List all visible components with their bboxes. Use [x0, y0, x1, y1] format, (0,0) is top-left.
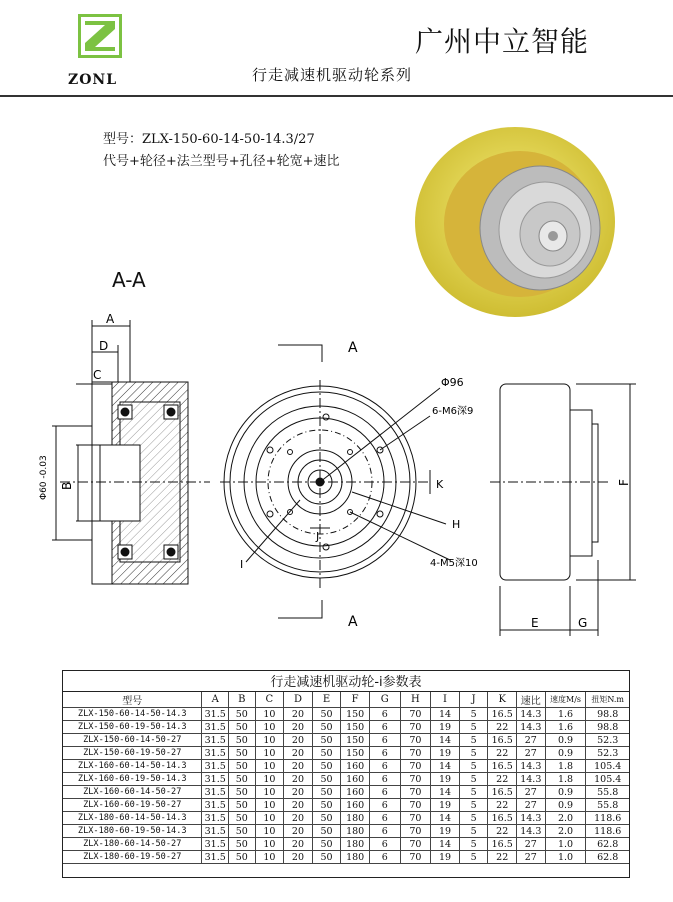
table-cell: 14.3	[517, 708, 546, 721]
table-cell: 6	[369, 825, 400, 838]
table-cell: 22	[488, 799, 517, 812]
table-cell: 50	[229, 760, 256, 773]
table-cell: 20	[284, 773, 313, 786]
table-row	[63, 838, 629, 851]
table-cell: 70	[400, 851, 431, 864]
table-cell: 0.9	[545, 799, 586, 812]
front-view	[220, 345, 450, 618]
table-cell: 70	[400, 799, 431, 812]
model-code-legend: 代号+轮径+法兰型号+孔径+轮宽+速比	[103, 154, 340, 169]
table-cell: 50	[229, 825, 256, 838]
table-cell: 10	[255, 721, 284, 734]
table-cell: ZLX-150-60-19-50-27	[63, 747, 202, 760]
table-cell: 20	[284, 838, 313, 851]
table-header-cell: I	[431, 692, 460, 708]
table-cell: 70	[400, 786, 431, 799]
table-header-cell: K	[488, 692, 517, 708]
table-cell: 20	[284, 799, 313, 812]
table-cell: 105.4	[586, 760, 629, 773]
table-cell: 0.9	[545, 747, 586, 760]
table-cell: 6	[369, 799, 400, 812]
table-cell: 70	[400, 721, 431, 734]
dim-a-label: A	[106, 312, 115, 326]
table-header-cell: A	[202, 692, 229, 708]
table-cell: 16.5	[488, 812, 517, 825]
table-cell: 118.6	[586, 812, 629, 825]
table-cell: 19	[431, 799, 460, 812]
dim-shaft-label: Φ60 -0.03	[39, 455, 49, 500]
table-cell: 31.5	[202, 825, 229, 838]
table-cell: 0.9	[545, 734, 586, 747]
dim-j-label: J	[316, 530, 320, 543]
table-cell: 6	[369, 708, 400, 721]
table-cell: 50	[229, 747, 256, 760]
table-cell: 22	[488, 747, 517, 760]
table-cell: 50	[312, 799, 341, 812]
table-cell: 180	[341, 851, 370, 864]
table-cell: 70	[400, 825, 431, 838]
table-cell: 5	[459, 734, 488, 747]
section-label: A-A	[112, 268, 146, 292]
table-cell: 31.5	[202, 760, 229, 773]
table-cell: 10	[255, 747, 284, 760]
table-cell: 70	[400, 838, 431, 851]
table-cell: 160	[341, 786, 370, 799]
table-cell: 20	[284, 708, 313, 721]
table-cell: ZLX-150-60-14-50-27	[63, 734, 202, 747]
side-view	[490, 384, 636, 636]
table-cell: 22	[488, 851, 517, 864]
table-cell: 31.5	[202, 721, 229, 734]
table-cell: ZLX-160-60-14-50-27	[63, 786, 202, 799]
table-cell: 20	[284, 825, 313, 838]
table-row	[63, 786, 629, 799]
table-cell: 52.3	[586, 747, 629, 760]
table-cell: 10	[255, 734, 284, 747]
table-cell: 55.8	[586, 799, 629, 812]
table-cell: 10	[255, 799, 284, 812]
table-header-cell: 扭矩N.m	[586, 692, 629, 708]
table-cell: 22	[488, 825, 517, 838]
table-cell: 180	[341, 812, 370, 825]
table-cell: 10	[255, 786, 284, 799]
table-cell: 14	[431, 786, 460, 799]
table-cell: 1.6	[545, 721, 586, 734]
table-row	[63, 734, 629, 747]
table-cell: 16.5	[488, 760, 517, 773]
table-header-cell: H	[400, 692, 431, 708]
table-cell: ZLX-180-60-19-50-14.3	[63, 825, 202, 838]
wheel-3d-render	[415, 127, 615, 317]
logo-z-mark	[78, 14, 122, 58]
table-cell: ZLX-160-60-19-50-27	[63, 799, 202, 812]
table-cell: 22	[488, 721, 517, 734]
table-cell: 98.8	[586, 721, 629, 734]
table-cell: 20	[284, 721, 313, 734]
table-cell: 6	[369, 760, 400, 773]
table-cell: 50	[229, 721, 256, 734]
table-cell: 10	[255, 708, 284, 721]
dim-g-label: G	[578, 616, 588, 630]
section-arrow-label-top: A	[348, 340, 358, 356]
table-cell: 50	[229, 773, 256, 786]
table-row	[63, 747, 629, 760]
table-cell: 5	[459, 747, 488, 760]
table-cell: 27	[517, 851, 546, 864]
table-cell: 70	[400, 708, 431, 721]
table-cell: 10	[255, 773, 284, 786]
table-cell: 50	[229, 708, 256, 721]
dim-dia96-label: Φ96	[441, 376, 464, 389]
table-cell: 5	[459, 812, 488, 825]
table-cell: 50	[312, 760, 341, 773]
table-cell: 14.3	[517, 825, 546, 838]
table-cell: 16.5	[488, 786, 517, 799]
dim-h-label: H	[452, 518, 461, 531]
table-cell: 2.0	[545, 825, 586, 838]
table-cell: 98.8	[586, 708, 629, 721]
table-row	[63, 825, 629, 838]
table-cell: 62.8	[586, 838, 629, 851]
table-cell: ZLX-180-60-14-50-27	[63, 838, 202, 851]
table-cell: 10	[255, 838, 284, 851]
table-row	[63, 812, 629, 825]
table-cell: 50	[312, 721, 341, 734]
table-cell: 5	[459, 721, 488, 734]
parameter-table	[62, 670, 630, 878]
table-cell: 50	[312, 838, 341, 851]
table-cell: 160	[341, 799, 370, 812]
table-cell: 27	[517, 786, 546, 799]
table-cell: 31.5	[202, 708, 229, 721]
table-cell: 31.5	[202, 812, 229, 825]
dim-b-label: B	[60, 481, 74, 490]
table-cell: 31.5	[202, 734, 229, 747]
table-cell: 6	[369, 851, 400, 864]
parameter-table-grid	[63, 692, 629, 864]
table-cell: 14	[431, 734, 460, 747]
table-cell: 16.5	[488, 838, 517, 851]
table-cell: 10	[255, 760, 284, 773]
dim-e-label: E	[531, 616, 539, 630]
table-cell: 1.6	[545, 708, 586, 721]
table-cell: 180	[341, 825, 370, 838]
table-cell: 6	[369, 721, 400, 734]
table-header-cell: F	[341, 692, 370, 708]
table-cell: 118.6	[586, 825, 629, 838]
table-cell: 20	[284, 760, 313, 773]
table-cell: 0.9	[545, 786, 586, 799]
table-cell: 55.8	[586, 786, 629, 799]
table-header-cell: 型号	[63, 692, 202, 708]
table-header-cell: C	[255, 692, 284, 708]
table-row	[63, 773, 629, 786]
table-cell: 50	[229, 799, 256, 812]
table-cell: 27	[517, 838, 546, 851]
table-cell: 6	[369, 747, 400, 760]
table-cell: 50	[312, 747, 341, 760]
table-cell: 50	[312, 851, 341, 864]
table-header-cell: G	[369, 692, 400, 708]
table-header-cell: E	[312, 692, 341, 708]
table-cell: 14	[431, 708, 460, 721]
table-cell: 19	[431, 773, 460, 786]
table-cell: 5	[459, 838, 488, 851]
table-cell: 150	[341, 734, 370, 747]
dim-f-label: F	[617, 479, 631, 486]
table-cell: 20	[284, 786, 313, 799]
table-cell: 50	[229, 734, 256, 747]
table-cell: 5	[459, 851, 488, 864]
table-row	[63, 799, 629, 812]
table-cell: 19	[431, 721, 460, 734]
table-cell: ZLX-180-60-14-50-14.3	[63, 812, 202, 825]
table-header-cell: D	[284, 692, 313, 708]
table-cell: 31.5	[202, 851, 229, 864]
table-cell: 160	[341, 760, 370, 773]
table-cell: 5	[459, 786, 488, 799]
logo-text: ZONL	[68, 72, 118, 88]
table-header-cell: 速比	[517, 692, 546, 708]
table-cell: 10	[255, 851, 284, 864]
series-title: 行走减速机驱动轮系列	[252, 66, 413, 84]
table-cell: 6	[369, 734, 400, 747]
dim-k-label: K	[436, 478, 444, 491]
table-cell: 14	[431, 760, 460, 773]
table-cell: 27	[517, 747, 546, 760]
table-cell: 70	[400, 760, 431, 773]
table-cell: 31.5	[202, 747, 229, 760]
table-cell: 180	[341, 838, 370, 851]
table-cell: 10	[255, 812, 284, 825]
dim-i-label: I	[240, 558, 244, 571]
table-cell: 52.3	[586, 734, 629, 747]
table-cell: 19	[431, 825, 460, 838]
table-cell: 16.5	[488, 708, 517, 721]
table-cell: 20	[284, 812, 313, 825]
table-cell: 19	[431, 851, 460, 864]
table-row	[63, 760, 629, 773]
technical-drawing	[0, 100, 673, 640]
table-cell: 70	[400, 747, 431, 760]
header-divider	[0, 95, 673, 97]
table-cell: 50	[312, 786, 341, 799]
table-cell: 31.5	[202, 786, 229, 799]
table-cell: 70	[400, 734, 431, 747]
table-cell: 6	[369, 838, 400, 851]
table-cell: 1.8	[545, 773, 586, 786]
company-name: 广州中立智能	[414, 25, 589, 58]
table-cell: 5	[459, 760, 488, 773]
table-cell: 50	[312, 825, 341, 838]
table-cell: 5	[459, 708, 488, 721]
table-cell: 6	[369, 812, 400, 825]
table-cell: 1.0	[545, 838, 586, 851]
table-header-cell: B	[229, 692, 256, 708]
table-cell: ZLX-150-60-19-50-14.3	[63, 721, 202, 734]
table-cell: 70	[400, 812, 431, 825]
table-cell: 50	[229, 851, 256, 864]
table-cell: 50	[312, 708, 341, 721]
table-cell: 14.3	[517, 721, 546, 734]
table-cell: 31.5	[202, 799, 229, 812]
table-cell: ZLX-180-60-19-50-27	[63, 851, 202, 864]
zonl-logo	[58, 14, 142, 90]
table-cell: 10	[255, 825, 284, 838]
table-cell: 50	[312, 812, 341, 825]
table-cell: 6	[369, 786, 400, 799]
table-cell: 16.5	[488, 734, 517, 747]
table-cell: 31.5	[202, 773, 229, 786]
table-cell: 1.0	[545, 851, 586, 864]
table-cell: 20	[284, 851, 313, 864]
table-cell: ZLX-160-60-14-50-14.3	[63, 760, 202, 773]
table-cell: 150	[341, 708, 370, 721]
table-cell: 105.4	[586, 773, 629, 786]
table-cell: 1.8	[545, 760, 586, 773]
table-cell: 50	[312, 734, 341, 747]
table-cell: 150	[341, 747, 370, 760]
table-row	[63, 708, 629, 721]
table-cell: 62.8	[586, 851, 629, 864]
table-cell: 2.0	[545, 812, 586, 825]
table-cell: 14.3	[517, 812, 546, 825]
table-cell: 50	[229, 786, 256, 799]
table-cell: 160	[341, 773, 370, 786]
table-cell: 150	[341, 721, 370, 734]
table-cell: ZLX-160-60-19-50-14.3	[63, 773, 202, 786]
table-header-row	[63, 692, 629, 708]
table-cell: 14	[431, 812, 460, 825]
table-cell: 27	[517, 799, 546, 812]
table-header-cell: 速度M/s	[545, 692, 586, 708]
table-cell: 14	[431, 838, 460, 851]
section-view	[52, 320, 210, 584]
table-cell: 6	[369, 773, 400, 786]
table-cell: 50	[229, 838, 256, 851]
table-cell: 5	[459, 825, 488, 838]
m6-hole-label: 6-M6深9	[432, 406, 474, 417]
table-cell: 19	[431, 747, 460, 760]
table-cell: 22	[488, 773, 517, 786]
table-cell: 14.3	[517, 760, 546, 773]
table-cell: ZLX-150-60-14-50-14.3	[63, 708, 202, 721]
table-cell: 31.5	[202, 838, 229, 851]
table-cell: 5	[459, 799, 488, 812]
m5-hole-label: 4-M5深10	[430, 558, 478, 569]
table-cell: 27	[517, 734, 546, 747]
table-cell: 20	[284, 747, 313, 760]
dim-c-label: C	[93, 368, 102, 382]
table-row	[63, 721, 629, 734]
section-arrow-label-bottom: A	[348, 614, 358, 630]
table-cell: 50	[312, 773, 341, 786]
dim-d-label: D	[99, 339, 109, 353]
table-title: 行走减速机驱动轮-i参数表	[63, 671, 629, 692]
table-header-cell: J	[459, 692, 488, 708]
table-cell: 5	[459, 773, 488, 786]
table-cell: 14.3	[517, 773, 546, 786]
table-cell: 70	[400, 773, 431, 786]
table-cell: 20	[284, 734, 313, 747]
table-row	[63, 851, 629, 864]
model-number: 型号：ZLX-150-60-14-50-14.3/27	[103, 132, 315, 147]
table-cell: 50	[229, 812, 256, 825]
